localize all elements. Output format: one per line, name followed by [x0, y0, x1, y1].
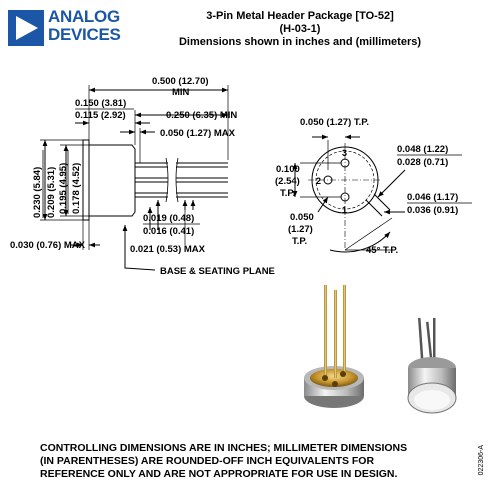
dim-tab-length-min: 0.036 (0.91) — [407, 205, 459, 216]
document-code: 022306-A — [478, 445, 485, 476]
dim-pin-offset-mm: (1.27) — [288, 224, 313, 235]
seating-plane-label: BASE & SEATING PLANE — [160, 266, 275, 277]
pin-label-2: 2 — [316, 176, 322, 186]
leads — [135, 158, 228, 202]
dim-angle: 45° T.P. — [366, 245, 399, 256]
dim-flange-max: 0.230 (5.84) — [32, 166, 43, 218]
dim-pin-pitch: 0.050 (1.27) T.P. — [300, 117, 370, 128]
dim-tab-width-min: 0.028 (0.71) — [397, 157, 449, 168]
dim-pin-spacing: 0.100 — [276, 164, 300, 175]
footer-line1: CONTROLLING DIMENSIONS ARE IN INCHES; MILLIMETER DIMENSIONS — [40, 442, 408, 454]
brand-line1: ANALOG — [48, 7, 120, 26]
dim-tab-length-max: 0.046 (1.17) — [407, 192, 459, 203]
package-photo-top — [304, 285, 364, 408]
dim-pin-spacing-tp: T.P. — [280, 188, 296, 199]
dim-pin-offset-tp: T.P. — [292, 236, 308, 247]
dim-pin-offset: 0.050 — [290, 212, 314, 223]
dim-body-min: 0.178 (4.52) — [71, 162, 82, 214]
package-photo-bottom — [408, 318, 456, 413]
dim-tab-width-max: 0.048 (1.22) — [397, 144, 449, 155]
title-subtitle: Dimensions shown in inches and (millimeters) — [178, 36, 422, 48]
brand-line2: DEVICES — [48, 25, 121, 44]
dim-overall-length: 0.500 (12.70) — [152, 76, 209, 87]
package-code: (H-03-1) — [279, 23, 321, 35]
tab-outline — [366, 194, 390, 216]
dim-cap-min: 0.115 (2.92) — [75, 110, 126, 121]
dim-lead-gap: 0.050 (1.27) MAX — [160, 128, 235, 139]
footer-line2: (IN PARENTHESES) ARE ROUNDED-OFF INCH EQUIVALENTS FOR — [40, 455, 375, 467]
dim-pin-spacing-mm: (2.54) — [275, 176, 300, 187]
dim-body-max: 0.195 (4.95) — [58, 162, 69, 214]
dim-flange-min: 0.209 (5.31) — [46, 166, 57, 218]
pin-label-1: 1 — [342, 205, 348, 215]
footer-line3: REFERENCE ONLY AND ARE NOT APPROPRIATE FOR USE IN DESIGN. — [40, 468, 398, 480]
cap-outline — [89, 145, 135, 216]
title-line: 3-Pin Metal Header Package [TO-52] — [206, 10, 394, 22]
dim-overall-min: MIN — [172, 87, 190, 98]
flange-outline — [83, 140, 89, 220]
dim-lead-length: 0.250 (6.35) MIN — [166, 110, 238, 121]
footer-note — [40, 442, 460, 481]
dim-lead-dia-max: 0.019 (0.48) — [143, 213, 195, 224]
dim-cap-max: 0.150 (3.81) — [75, 98, 127, 109]
pin-label-3: 3 — [342, 148, 348, 158]
dim-tip-diameter: 0.021 (0.53) MAX — [130, 244, 205, 255]
dim-lead-dia-min: 0.016 (0.41) — [143, 226, 195, 237]
dim-flange-thickness: 0.030 (0.76) MAX — [10, 240, 85, 251]
